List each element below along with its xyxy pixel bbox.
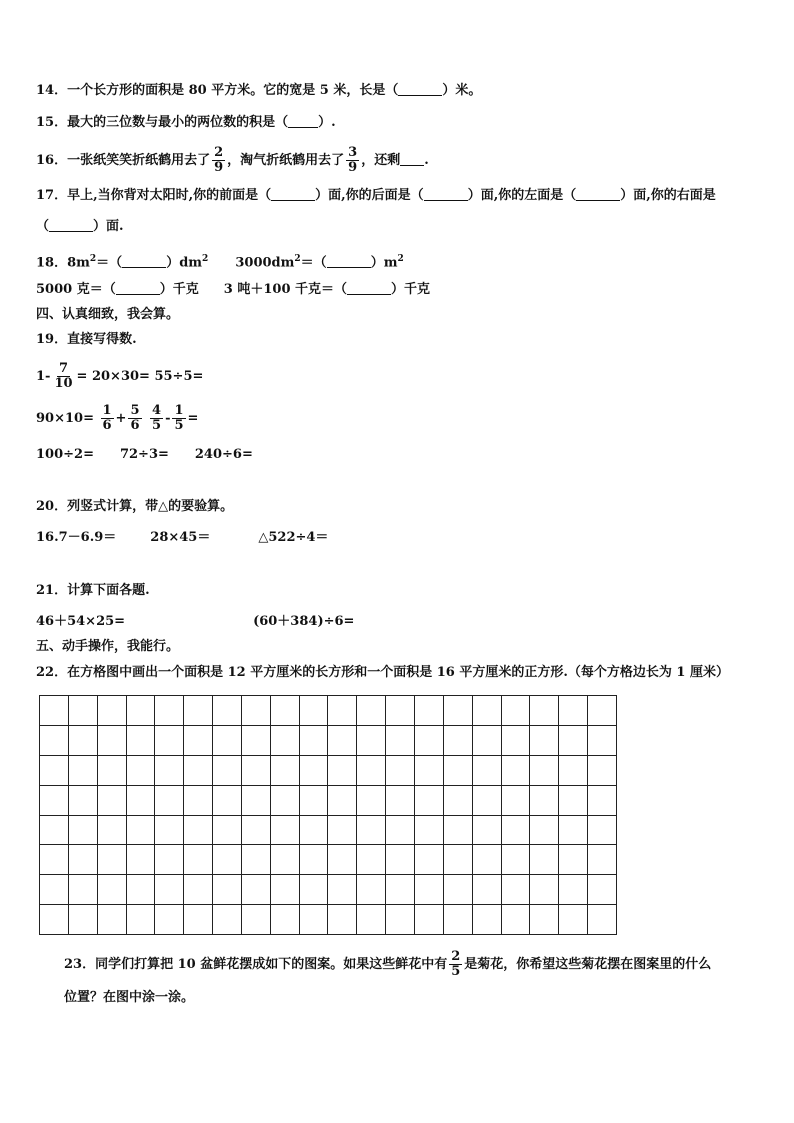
grid-cell[interactable] xyxy=(559,905,588,935)
grid-cell[interactable] xyxy=(559,696,588,726)
grid-cell[interactable] xyxy=(559,875,588,905)
grid-cell[interactable] xyxy=(530,845,559,875)
grid-cell[interactable] xyxy=(213,696,242,726)
grid-cell[interactable] xyxy=(213,725,242,755)
grid-cell[interactable] xyxy=(357,696,386,726)
grid-cell[interactable] xyxy=(472,725,501,755)
grid-cell[interactable] xyxy=(357,875,386,905)
grid-cell[interactable] xyxy=(357,905,386,935)
grid-cell[interactable] xyxy=(386,696,415,726)
question-17: 17．早上,当你背对太阳时,你的前面是（ ）面,你的后面是（ ）面,你的左面是（ ）面,你的右面是 xyxy=(36,188,716,203)
grid-cell[interactable] xyxy=(501,845,530,875)
grid-cell[interactable] xyxy=(184,785,213,815)
grid-cell[interactable] xyxy=(588,845,617,875)
grid-cell[interactable] xyxy=(241,725,270,755)
grid-cell[interactable] xyxy=(530,696,559,726)
question-19-row1: 1- $\frac{7}{10}$ = 20×30= 55÷5= xyxy=(36,361,204,391)
grid-cell[interactable] xyxy=(530,875,559,905)
grid-cell[interactable] xyxy=(559,815,588,845)
grid-cell[interactable] xyxy=(588,755,617,785)
fraction: $\frac{3}{9}$ xyxy=(348,145,358,175)
grid-cell[interactable] xyxy=(443,905,472,935)
grid-cell[interactable] xyxy=(472,785,501,815)
grid-cell[interactable] xyxy=(530,755,559,785)
grid-cell[interactable] xyxy=(530,785,559,815)
grid-cell[interactable] xyxy=(68,905,97,935)
grid-cell[interactable] xyxy=(97,875,126,905)
grid-cell[interactable] xyxy=(270,815,299,845)
grid-cell[interactable] xyxy=(68,785,97,815)
grid-cell[interactable] xyxy=(97,845,126,875)
grid-cell[interactable] xyxy=(357,845,386,875)
grid-cell[interactable] xyxy=(443,815,472,845)
grid-cell[interactable] xyxy=(155,875,184,905)
fraction: $\frac{2}{9}$ xyxy=(214,145,224,175)
grid-cell[interactable] xyxy=(184,905,213,935)
question-14: 14．一个长方形的面积是 80 平方米。它的宽是 5 米，长是（ ）米。 xyxy=(36,83,482,98)
grid-cell[interactable] xyxy=(184,815,213,845)
grid-cell[interactable] xyxy=(328,725,357,755)
grid-cell[interactable] xyxy=(414,785,443,815)
grid-cell[interactable] xyxy=(40,875,69,905)
fraction: $\frac{5}{6}$ xyxy=(130,403,140,433)
section-4-heading: 四、认真细致，我会算。 xyxy=(36,307,180,322)
grid-row xyxy=(40,755,617,785)
grid-cell[interactable] xyxy=(328,905,357,935)
grid-cell[interactable] xyxy=(357,755,386,785)
grid-cell[interactable] xyxy=(126,905,155,935)
grid-cell[interactable] xyxy=(588,875,617,905)
grid-cell[interactable] xyxy=(299,815,328,845)
grid-cell[interactable] xyxy=(270,725,299,755)
grid-row xyxy=(40,696,617,726)
question-15: 15．最大的三位数与最小的两位数的积是（ ）. xyxy=(36,115,336,130)
grid-cell[interactable] xyxy=(97,815,126,845)
grid-cell[interactable] xyxy=(270,755,299,785)
answer-blank[interactable] xyxy=(288,115,318,128)
grid-cell[interactable] xyxy=(299,845,328,875)
grid-row xyxy=(40,905,617,935)
grid-cell[interactable] xyxy=(386,755,415,785)
grid-cell[interactable] xyxy=(97,725,126,755)
grid-row xyxy=(40,875,617,905)
grid-cell[interactable] xyxy=(501,725,530,755)
grid-cell[interactable] xyxy=(501,785,530,815)
grid-cell[interactable] xyxy=(472,696,501,726)
grid-cell[interactable] xyxy=(40,845,69,875)
grid-cell[interactable] xyxy=(241,815,270,845)
grid-cell[interactable] xyxy=(386,815,415,845)
grid-cell[interactable] xyxy=(443,725,472,755)
answer-blank[interactable] xyxy=(424,188,468,201)
answer-blank[interactable] xyxy=(116,282,160,295)
grid-cell[interactable] xyxy=(443,696,472,726)
grid-cell[interactable] xyxy=(299,905,328,935)
grid-cell[interactable] xyxy=(68,696,97,726)
grid-cell[interactable] xyxy=(443,875,472,905)
grid-row xyxy=(40,725,617,755)
grid-cell[interactable] xyxy=(414,725,443,755)
grid-cell[interactable] xyxy=(501,815,530,845)
question-18-row2: 5000 克＝（ ）千克 3 吨＋100 千克＝（ ）千克 xyxy=(36,282,431,297)
grid-cell[interactable] xyxy=(97,755,126,785)
grid-cell[interactable] xyxy=(68,875,97,905)
question-22: 22．在方格图中画出一个面积是 12 平方厘米的长方形和一个面积是 16 平方厘米的正方形.（每个方格边长为 1 厘米） xyxy=(36,665,729,680)
grid-cell[interactable] xyxy=(357,725,386,755)
grid-cell[interactable] xyxy=(155,725,184,755)
grid-cell[interactable] xyxy=(299,785,328,815)
grid-cell[interactable] xyxy=(126,725,155,755)
answer-blank[interactable] xyxy=(327,255,371,268)
section-5-heading: 五、动手操作，我能行。 xyxy=(36,639,180,654)
grid-cell[interactable] xyxy=(270,905,299,935)
grid-cell[interactable] xyxy=(40,905,69,935)
grid-cell[interactable] xyxy=(155,905,184,935)
answer-blank[interactable] xyxy=(576,188,620,201)
grid-cell[interactable] xyxy=(386,785,415,815)
grid-cell[interactable] xyxy=(184,755,213,785)
grid-row xyxy=(40,785,617,815)
grid-cell[interactable] xyxy=(68,725,97,755)
grid-cell[interactable] xyxy=(414,815,443,845)
grid-cell[interactable] xyxy=(328,755,357,785)
grid-cell[interactable] xyxy=(97,785,126,815)
grid-cell[interactable] xyxy=(328,815,357,845)
grid-cell[interactable] xyxy=(386,725,415,755)
grid-cell[interactable] xyxy=(588,905,617,935)
fraction: $\frac{1}{5}$ xyxy=(174,403,184,433)
fraction: $\frac{2}{5}$ xyxy=(451,949,461,979)
question-21-title: 21．计算下面各题. xyxy=(36,583,150,598)
grid-cell[interactable] xyxy=(40,696,69,726)
grid-cell[interactable] xyxy=(270,875,299,905)
grid-cell[interactable] xyxy=(559,785,588,815)
answer-blank[interactable] xyxy=(400,153,424,166)
grid-cell[interactable] xyxy=(241,785,270,815)
grid-cell[interactable] xyxy=(213,815,242,845)
fraction: $\frac{1}{6}$ xyxy=(102,403,112,433)
grid-cell[interactable] xyxy=(501,875,530,905)
grid-row xyxy=(40,815,617,845)
grid-cell[interactable] xyxy=(155,755,184,785)
grid-cell[interactable] xyxy=(40,815,69,845)
grid-cell[interactable] xyxy=(414,845,443,875)
grid-cell[interactable] xyxy=(241,755,270,785)
fraction: $\frac{7}{10}$ xyxy=(54,361,73,391)
grid-cell[interactable] xyxy=(299,755,328,785)
grid-cell[interactable] xyxy=(97,696,126,726)
grid-cell[interactable] xyxy=(213,785,242,815)
grid-cell[interactable] xyxy=(241,875,270,905)
answer-blank[interactable] xyxy=(122,255,166,268)
grid-cell[interactable] xyxy=(299,696,328,726)
grid-cell[interactable] xyxy=(501,696,530,726)
grid-cell[interactable] xyxy=(328,875,357,905)
grid-cell[interactable] xyxy=(443,845,472,875)
grid-cell[interactable] xyxy=(472,875,501,905)
grid-cell[interactable] xyxy=(472,845,501,875)
grid-cell[interactable] xyxy=(414,755,443,785)
grid-cell[interactable] xyxy=(472,905,501,935)
grid-cell[interactable] xyxy=(530,725,559,755)
grid-cell[interactable] xyxy=(559,845,588,875)
grid-cell[interactable] xyxy=(472,755,501,785)
grid-cell[interactable] xyxy=(501,755,530,785)
question-20-row: 16.7－6.9＝ 28×45＝ △522÷4＝ xyxy=(36,530,329,545)
grid-cell[interactable] xyxy=(299,725,328,755)
grid-cell[interactable] xyxy=(588,696,617,726)
question-21-row: 46＋54×25= (60＋384)÷6= xyxy=(36,614,355,629)
grid-cell[interactable] xyxy=(213,845,242,875)
grid-cell[interactable] xyxy=(40,785,69,815)
question-20-title: 20．列竖式计算，带△的要验算。 xyxy=(36,499,234,514)
grid-cell[interactable] xyxy=(357,815,386,845)
grid-cell[interactable] xyxy=(588,785,617,815)
grid-cell[interactable] xyxy=(241,845,270,875)
grid-cell[interactable] xyxy=(184,725,213,755)
grid-cell[interactable] xyxy=(40,755,69,785)
grid-cell[interactable] xyxy=(241,696,270,726)
grid-cell[interactable] xyxy=(386,875,415,905)
grid-cell[interactable] xyxy=(443,755,472,785)
grid-cell[interactable] xyxy=(126,755,155,785)
answer-blank[interactable] xyxy=(398,83,442,96)
question-18-row1: 18．$8m^2=$（ ）$dm^2$ $3000dm^2=$（ ）$m^2$ xyxy=(36,254,404,271)
question-16: 16．一张纸笑笑折纸鹤用去了 $\frac{2}{9}$ ，淘气折纸鹤用去了 $\frac{3}{9}$ ，还剩 . xyxy=(36,145,429,175)
grid-cell[interactable] xyxy=(588,725,617,755)
grid-cell[interactable] xyxy=(270,785,299,815)
grid-cell[interactable] xyxy=(213,755,242,785)
grid-cell[interactable] xyxy=(559,725,588,755)
grid-cell[interactable] xyxy=(530,905,559,935)
grid-cell[interactable] xyxy=(213,905,242,935)
grid-cell[interactable] xyxy=(414,875,443,905)
grid-cell[interactable] xyxy=(414,696,443,726)
answer-blank[interactable] xyxy=(271,188,315,201)
grid-cell[interactable] xyxy=(386,845,415,875)
grid-cell[interactable] xyxy=(68,755,97,785)
grid-cell[interactable] xyxy=(126,696,155,726)
grid-cell[interactable] xyxy=(386,905,415,935)
grid-cell[interactable] xyxy=(357,785,386,815)
grid-cell[interactable] xyxy=(68,815,97,845)
grid-cell[interactable] xyxy=(443,785,472,815)
grid-cell[interactable] xyxy=(588,815,617,845)
grid-cell[interactable] xyxy=(68,845,97,875)
grid-cell[interactable] xyxy=(270,696,299,726)
grid-cell[interactable] xyxy=(126,785,155,815)
grid-cell[interactable] xyxy=(530,815,559,845)
grid-cell[interactable] xyxy=(414,905,443,935)
answer-blank[interactable] xyxy=(347,282,391,295)
grid-cell[interactable] xyxy=(184,875,213,905)
grid-cell[interactable] xyxy=(501,905,530,935)
grid-cell[interactable] xyxy=(241,905,270,935)
grid-cell[interactable] xyxy=(270,845,299,875)
grid-cell[interactable] xyxy=(40,725,69,755)
grid-cell[interactable] xyxy=(213,875,242,905)
fraction: $\frac{4}{5}$ xyxy=(152,403,162,433)
grid-cell[interactable] xyxy=(126,875,155,905)
question-19-row2: 90×10= $\frac{1}{6}$ + $\frac{5}{6}$ $\frac{4}{5}$ - $\frac{1}{5}$ = xyxy=(36,403,199,433)
grid-cell[interactable] xyxy=(155,845,184,875)
grid-cell[interactable] xyxy=(155,696,184,726)
grid-cell[interactable] xyxy=(155,785,184,815)
grid-cell[interactable] xyxy=(155,815,184,845)
square-grid[interactable] xyxy=(39,695,617,935)
grid-cell[interactable] xyxy=(184,845,213,875)
grid-cell[interactable] xyxy=(328,845,357,875)
question-23-line2: 位置？在图中涂一涂。 xyxy=(64,990,195,1005)
grid-cell[interactable] xyxy=(559,755,588,785)
grid-cell[interactable] xyxy=(472,815,501,845)
grid-cell[interactable] xyxy=(299,875,328,905)
grid-row xyxy=(40,845,617,875)
grid-cell[interactable] xyxy=(328,696,357,726)
grid-cell[interactable] xyxy=(184,696,213,726)
question-17-line2: （ ）面. xyxy=(36,219,124,234)
question-19-row3: 100÷2= 72÷3= 240÷6= xyxy=(36,447,253,462)
grid-cell[interactable] xyxy=(126,815,155,845)
grid-cell[interactable] xyxy=(328,785,357,815)
question-19-title: 19．直接写得数. xyxy=(36,332,137,347)
answer-blank[interactable] xyxy=(49,219,93,232)
grid-cell[interactable] xyxy=(97,905,126,935)
question-23: 23．同学们打算把 10 盆鲜花摆成如下的图案。如果这些鲜花中有 $\frac{2}{5}$ 是菊花，你希望这些菊花摆在图案里的什么 xyxy=(64,949,712,979)
grid-cell[interactable] xyxy=(126,845,155,875)
